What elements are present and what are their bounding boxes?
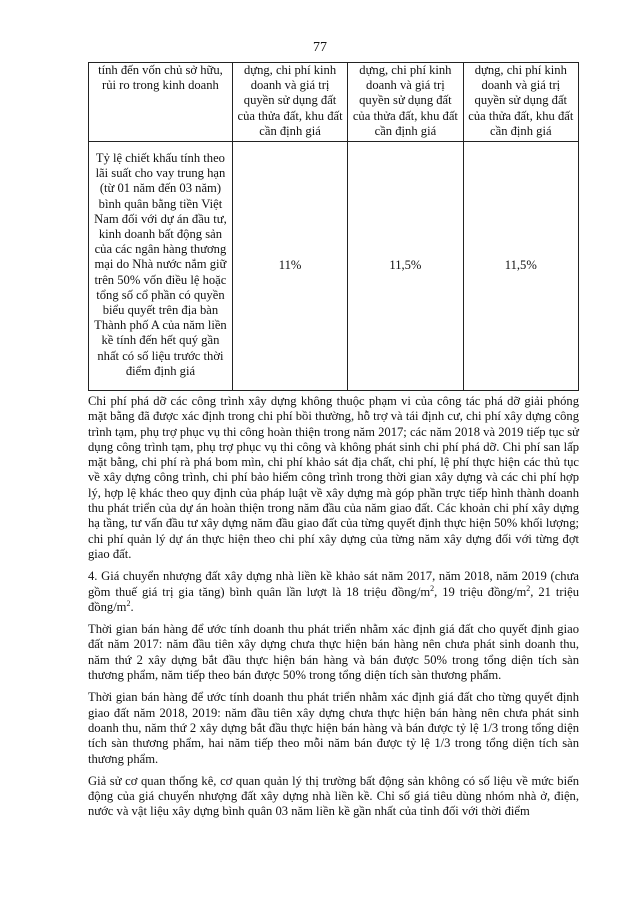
table-row: [89, 63, 579, 142]
text-run: 4. Giá chuyển nhượng đất xây dựng nhà liền kề khảo sát năm 2017, năm 2018, năm 2019 (chưa gồm thuế giá trị gia tăng) bình quân lần lượt là 18 triệu đồng/m: [88, 569, 579, 599]
text-run: , 19 triệu đồng/m: [434, 584, 527, 599]
row-label: tính đến vốn chủ sở hữu, rủi ro trong kinh doanh: [89, 63, 233, 142]
page-number: 77: [313, 40, 327, 55]
discount-rate-cell: 11%: [232, 142, 347, 391]
text-run: , 21 triệu đồng/m: [88, 584, 580, 614]
superscript: 2: [126, 598, 131, 608]
table-cell: dựng, chi phí kinh doanh và giá trị quyền sử dụng đất của thửa đất, khu đất cần định giá: [232, 63, 347, 142]
discount-rate-cell: 11,5%: [348, 142, 463, 391]
table-cell: dựng, chi phí kinh doanh và giá trị quyền sử dụng đất của thửa đất, khu đất cần định giá: [463, 63, 578, 142]
discount-rate-cell: 11,5%: [463, 142, 578, 391]
paragraph-transfer-price: [88, 569, 579, 615]
superscript: 2: [526, 583, 531, 593]
paragraph-sales-2017: Thời gian bán hàng để ước tính doanh thu phát triển nhằm xác định giá đất cho quyết định giao đất năm 2017: năm đầu tiên xây dựng chưa thực hiện bán hàng nên chưa phát sinh doanh thu, năm thứ 2 xây dựng bắt đầu thực hiện bán hàng và bán được 50% trong tổng diện tích sàn thương phẩm, năm tiếp theo bán được 50% trong tổng diện tích sàn thương phẩm.: [88, 622, 579, 683]
paragraph-sales-2018-2019: Thời gian bán hàng để ước tính doanh thu phát triển nhằm xác định giá đất cho từng quyết định giao đất năm 2018, 2019: năm đầu tiên xây dựng chưa thực hiện bán hàng nên chưa phát sinh doanh thu, năm thứ 2 xây dựng bắt đầu thực hiện bán hàng và bán được tỷ lệ 1/3 trong tổng diện tích sàn thương phẩm, hai năm tiếp theo mỗi năm bán được tỷ lệ 1/3 trong tổng diện tích sàn thương phẩm.: [88, 690, 579, 766]
table-cell: dựng, chi phí kinh doanh và giá trị quyền sử dụng đất của thửa đất, khu đất cần định giá: [348, 63, 463, 142]
table-row: [89, 142, 579, 391]
rate-table: [88, 62, 579, 391]
superscript: 2: [430, 583, 435, 593]
paragraph-demolition-costs: Chi phí phá dỡ các công trình xây dựng không thuộc phạm vi của công tác phá dỡ giải phóng mặt bằng đã được xác định trong chi phí bồi thường, hỗ trợ và tái định cư, chi phí xây dựng công trình tạm, phụ trợ phục vụ thi công hoàn thiện trong năm 2017; các năm 2018 và 2019 tiếp tục sử dụng công trình tạm, phụ trợ phục vụ thi công và không phát sinh chi phí phá dỡ. Chi phí san lấp mặt bằng, chi phí rà phá bom mìn, chi phí khảo sát địa chất, chi phí, lệ phí thực hiện các thủ tục về xây dựng công trình, chi phí bảo hiểm công trình trong thời gian xây dựng và các chi phí hợp lý, hợp lệ khác theo quy định của pháp luật về xây dựng mà góp phần trực tiếp hình thành doanh thu phát triển của dự án hoàn thiện trong năm đầu của năm giao đất. Các khoản chi phí xây dựng hạ tầng, tư vấn đầu tư xây dựng năm đầu giao đất của từng quyết định thực hiện 50% khối lượng; chi phí quản lý dự án thực hiện theo chi phí xây dựng của từng năm xây dựng đối với từng đợt giao đất.: [88, 394, 579, 561]
row-label: Tỷ lệ chiết khấu tính theo lãi suất cho vay trung hạn (từ 01 năm đến 03 năm) bình quân bằng tiền Việt Nam đối với dự án đầu tư, kinh doanh bất động sản của các ngân hàng thương mại do Nhà nước nắm giữ trên 50% vốn điều lệ hoặc tổng số cổ phần có quyền biểu quyết trên địa bàn Thành phố A của năm liền kề tính đến hết quý gần nhất có số liệu trước thời điểm định giá: [89, 142, 233, 391]
text-run: .: [130, 599, 134, 614]
paragraph-price-index: Giả sử cơ quan thống kê, cơ quan quản lý thị trường bất động sản không có số liệu về mức biến động của giá chuyển nhượng đất xây dựng nhà liền kề. Chỉ số giá tiêu dùng nhóm nhà ở, điện, nước và vật liệu xây dựng bình quân 03 năm liền kề gần nhất của tỉnh đối với thời điểm: [88, 773, 579, 819]
body-text: [88, 394, 579, 827]
